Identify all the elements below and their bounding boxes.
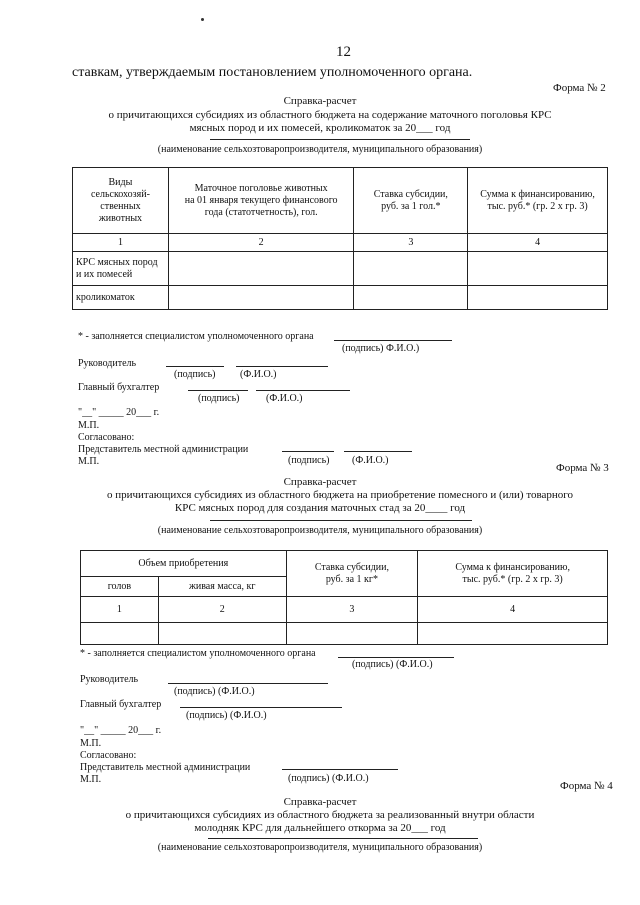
signature-caption: (подпись) (198, 393, 240, 404)
form4-subtitle-1: о причитающихся субсидиях из областного бюджета за реализованный внутри области (125, 809, 535, 821)
form2-header-animal-type: Виды сельскохозяй- ственных животных (73, 168, 169, 234)
form2-col-number: 1 (73, 234, 169, 252)
form2-col-number: 4 (468, 234, 608, 252)
form3-col-number: 1 (81, 597, 159, 623)
form2-table (72, 167, 608, 310)
signature-caption: (подпись) (288, 455, 330, 466)
form3-title: Справка-расчет (283, 476, 357, 488)
form3-stamp: М.П. (80, 738, 102, 749)
form2-stamp-2: М.П. (78, 456, 100, 467)
form2-agreed: Согласовано: (78, 432, 135, 443)
form3-footnote: * - заполняется специалистом уполномоченного органа (80, 648, 316, 659)
form2-org-caption: (наименование сельхозтоваропроизводителя, муниципального образования) (157, 144, 483, 155)
form3-subtitle-2: КРС мясных пород для создания маточных стад за 20____ год (174, 502, 466, 514)
form2-row-label-cattle: КРС мясных пород и их помесей (73, 252, 169, 286)
form3-col-number: 3 (286, 597, 418, 623)
table-row (81, 623, 608, 645)
form4-subtitle-2: молодняк КРС для дальнейшего откорма за 20___ год (194, 822, 446, 834)
form2-footnote-caption: (подпись) Ф.И.О.) (342, 343, 420, 354)
form2-col-number: 2 (168, 234, 354, 252)
page-number: 12 (336, 44, 351, 60)
form3-representative: Представитель местной администрации (80, 762, 251, 773)
form3-header-rate: Ставка субсидии, руб. за 1 кг* (286, 551, 418, 597)
form3-date: "__" _____ 20___ г. (80, 725, 162, 736)
form2-head: Руководитель (78, 358, 137, 369)
form3-table (80, 550, 608, 645)
form4-label: Форма № 4 (560, 780, 613, 792)
form3-table-number-row (81, 597, 608, 623)
form3-col-number: 4 (418, 597, 608, 623)
form3-head: Руководитель (80, 674, 139, 685)
form3-subtitle-1: о причитающихся субсидиях из областного бюджета на приобретение помесного и (или) товарного (106, 489, 574, 501)
form2-header-livestock: Маточное поголовье животных на 01 января текущего финансового года (статотчетность), гол. (168, 168, 354, 234)
form3-accountant: Главный бухгалтер (80, 699, 162, 710)
form3-rep-caption: (подпись) (Ф.И.О.) (288, 773, 369, 784)
signature-caption: (подпись) (174, 369, 216, 380)
form3-org-caption: (наименование сельхозтоваропроизводителя, муниципального образования) (157, 525, 483, 536)
form3-accountant-caption: (подпись) (Ф.И.О.) (186, 710, 267, 721)
form3-footnote-caption: (подпись) (Ф.И.О.) (352, 659, 433, 670)
table-row (73, 286, 608, 310)
name-caption: (Ф.И.О.) (240, 369, 277, 380)
form3-org-line (210, 520, 472, 521)
form3-stamp-2: М.П. (80, 774, 102, 785)
intro-text: ставкам, утверждаемым постановлением уполномоченного органа. (72, 65, 473, 80)
form3-agreed: Согласовано: (80, 750, 137, 761)
form2-header-rate: Ставка субсидии, руб. за 1 гол.* (354, 168, 468, 234)
form3-header-sum: Сумма к финансированию, тыс. руб.* (гр. 2 х гр. 3) (418, 551, 608, 597)
form2-accountant: Главный бухгалтер (78, 382, 160, 393)
form4-org-line (208, 838, 478, 839)
form3-head-caption: (подпись) (Ф.И.О.) (174, 686, 255, 697)
form2-org-line (210, 139, 470, 140)
form2-table-number-row (73, 234, 608, 252)
form2-footnote: * - заполняется специалистом уполномоченного органа (78, 331, 314, 342)
form2-col-number: 3 (354, 234, 468, 252)
scan-speck (201, 18, 204, 21)
form2-label: Форма № 2 (553, 82, 606, 94)
form2-subtitle-2: мясных пород и их помесей, кроликоматок за 20___ год (189, 122, 451, 134)
form2-subtitle-1: о причитающихся субсидиях из областного бюджета на содержание маточного поголовья КРС (108, 109, 552, 121)
form2-representative: Представитель местной администрации (78, 444, 249, 455)
form2-header-sum: Сумма к финансированию, тыс. руб.* (гр. 2 х гр. 3) (468, 168, 608, 234)
form4-title: Справка-расчет (283, 796, 357, 808)
form3-col-number: 2 (158, 597, 286, 623)
table-row (73, 252, 608, 286)
name-caption: (Ф.И.О.) (266, 393, 303, 404)
form2-title: Справка-расчет (283, 95, 357, 107)
form2-stamp: М.П. (78, 420, 100, 431)
form3-header-purchase-volume: Объем приобретения (81, 551, 287, 577)
form3-header-heads: голов (81, 577, 159, 597)
form2-table-header-row (73, 168, 608, 234)
form3-label: Форма № 3 (556, 462, 609, 474)
form4-org-caption: (наименование сельхозтоваропроизводителя, муниципального образования) (157, 842, 483, 853)
form2-row-label-rabbits: кроликоматок (73, 286, 169, 310)
form2-date: "__" _____ 20___ г. (78, 407, 160, 418)
form3-header-live-weight: живая масса, кг (158, 577, 286, 597)
name-caption: (Ф.И.О.) (352, 455, 389, 466)
